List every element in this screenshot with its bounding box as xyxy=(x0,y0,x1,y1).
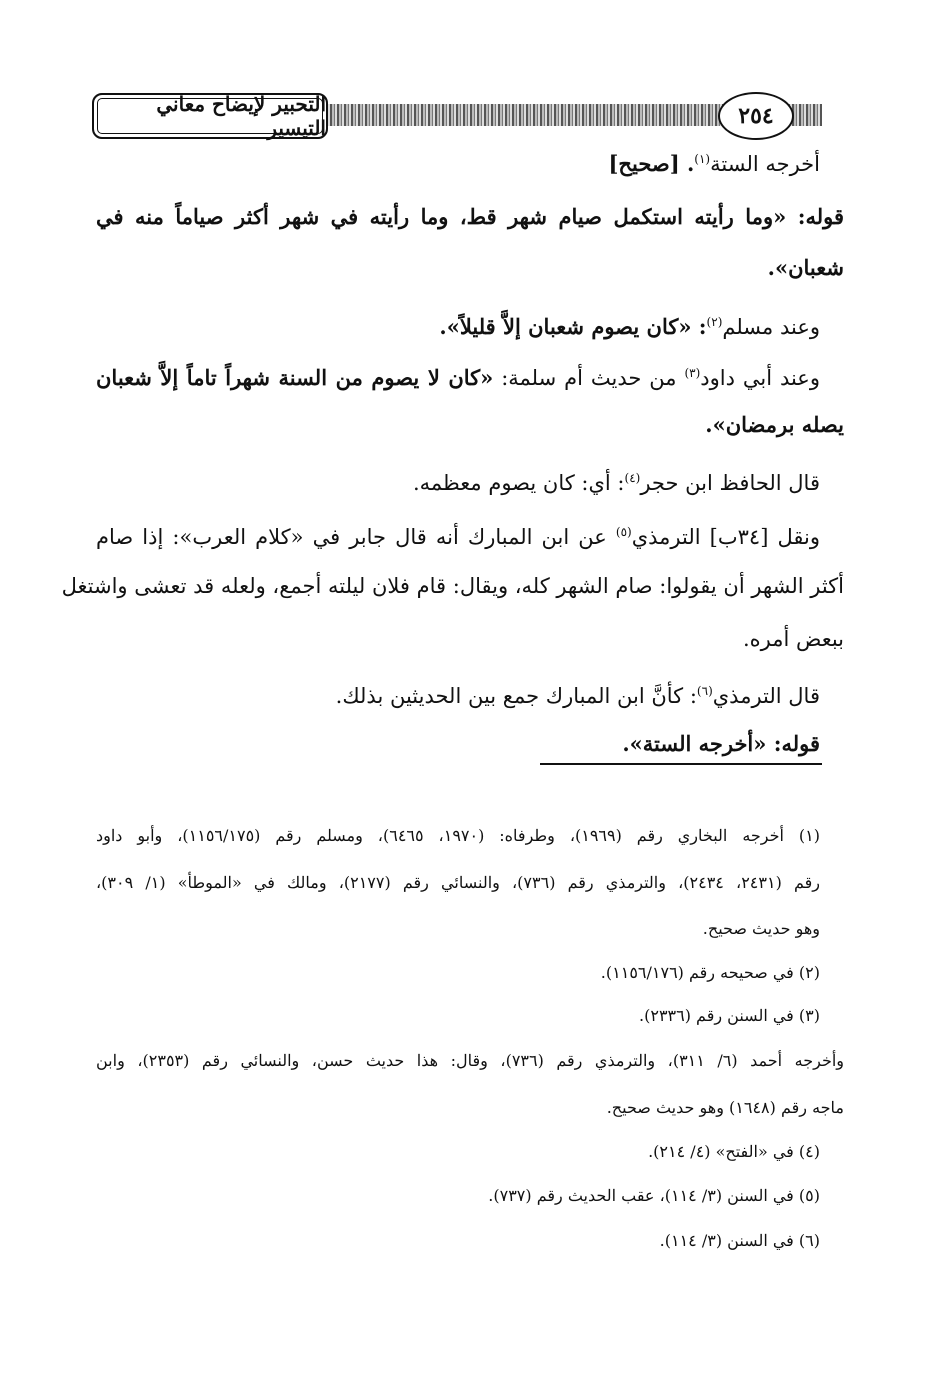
quote-text: : «كان يصوم شعبان إلاَّ قليلاً». xyxy=(439,314,707,339)
footnote-3-cont: وأخرجه أحمد (٦/ ٣١١)، والترمذي رقم (٧٣٦)، وقال: هذا حديث حسن، والنسائي رقم (٢٣٥٣)، وابن xyxy=(96,1051,845,1070)
footnote-4: (٤) في «الفتح» (٤/ ٢١٤). xyxy=(648,1142,820,1161)
body-line-11 xyxy=(336,676,820,711)
quote-text: قوله: «أخرجه الستة». xyxy=(622,731,820,756)
page-number: ٢٥٤ xyxy=(718,92,794,140)
body-line-6 xyxy=(705,410,844,440)
footnote-ref: (٥) xyxy=(615,525,632,539)
quote-text: قوله: «وما رأيته استكمل صيام شهر قط، وما رأيته في شهر أكثر صياماً منه في xyxy=(96,204,844,229)
page-header xyxy=(92,88,822,140)
footnote-3: (٣) في السنن رقم (٢٣٣٦). xyxy=(639,1006,820,1025)
footnote-3-end: ماجه رقم (١٦٤٨) وهو حديث صحيح. xyxy=(606,1098,844,1117)
text: وعند أبي داود xyxy=(700,366,820,390)
body-line-2 xyxy=(96,202,844,232)
quote-text: يصله برمضان». xyxy=(705,412,844,437)
text: من حديث أم سلمة: xyxy=(493,366,685,390)
footnote-ref: (٣) xyxy=(684,366,701,380)
text: عن ابن المبارك أنه قال جابر في «كلام العرب»: إذا صام xyxy=(96,525,616,549)
footnote-2: (٢) في صحيحه رقم (١١٥٦/١٧٦). xyxy=(600,963,820,982)
quote-text: «كان لا يصوم من السنة شهراً تاماً إلاَّ شعبان xyxy=(96,365,494,390)
body-line-5 xyxy=(96,358,820,393)
footnote-ref: (٢) xyxy=(706,315,723,329)
text: وعند مسلم xyxy=(722,315,820,339)
body-line-12 xyxy=(622,729,820,759)
body-line-1 xyxy=(609,144,821,179)
footnote-6: (٦) في السنن (٣/ ١١٤). xyxy=(659,1231,820,1250)
body-line-7 xyxy=(413,463,820,498)
text: ونقل [٣٤ب] الترمذي xyxy=(631,525,820,549)
text: أخرجه الستة xyxy=(710,152,820,176)
quote-text: شعبان». xyxy=(767,255,844,280)
text: : كأنَّ ابن المبارك جمع بين الحديثين بذلك. xyxy=(335,684,697,708)
footnote-1: (١) أخرجه البخاري رقم (١٩٦٩)، وطرفاه: (١٩٧٠، ٦٤٦٥)، ومسلم رقم (١١٥٦/١٧٥)، وأبو داود xyxy=(96,826,821,845)
body-line-4 xyxy=(439,307,820,342)
footnote-ref: (٦) xyxy=(696,684,713,698)
text: : أي: كان يصوم معظمه. xyxy=(412,471,625,495)
body-line-10 xyxy=(743,624,844,654)
text: قال الحافظ ابن حجر xyxy=(640,471,820,495)
book-title: التحبير لإيضاح معاني التيسير xyxy=(92,93,328,139)
footnote-1-end: وهو حديث صحيح. xyxy=(702,919,820,938)
body-line-8 xyxy=(96,517,820,552)
footnote-5: (٥) في السنن (٣/ ١١٤)، عقب الحديث رقم (٧٣٧). xyxy=(488,1186,820,1205)
text: أكثر الشهر أن يقولوا: صام الشهر كله، ويقال: قام فلان ليلته أجمع، ولعله قد تعشى واشتغل xyxy=(61,574,844,598)
body-line-3 xyxy=(768,253,844,283)
text: ببعض أمره. xyxy=(742,627,844,651)
footnote-ref: (٤) xyxy=(624,471,641,485)
body-line-9 xyxy=(61,571,844,601)
grade: . [صحيح] xyxy=(608,151,695,176)
footnote-separator xyxy=(540,763,822,765)
text: قال الترمذي xyxy=(712,684,820,708)
footnote-1-cont: رقم (٢٤٣١، ٢٤٣٤)، والترمذي رقم (٧٣٦)، والنسائي رقم (٢١٧٧)، ومالك في «الموطأ» (١/ ٣٠٩)، xyxy=(96,873,820,892)
footnote-ref: (١) xyxy=(694,152,711,166)
